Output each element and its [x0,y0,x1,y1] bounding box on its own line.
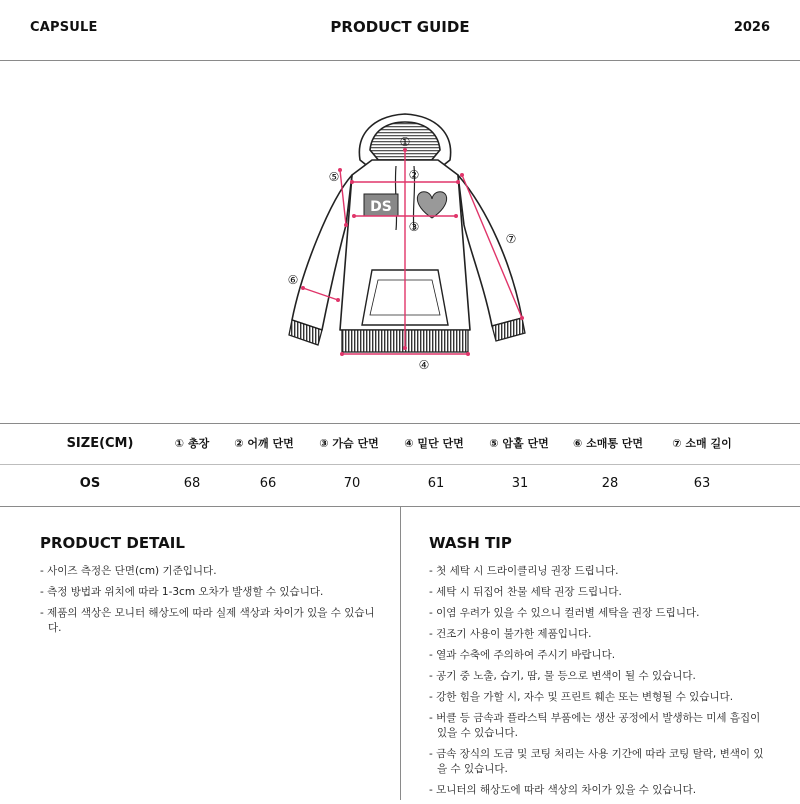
column-header-size: SIZE(CM) [66,436,134,451]
svg-text:DS: DS [370,199,392,215]
list-item: - 첫 세탁 시 드라이클리닝 권장 드립니다. [429,565,619,577]
list-item: - 강한 힘을 가할 시, 자수 및 프린트 훼손 또는 변형될 수 있습니다. [429,691,734,703]
list-item: - 버클 등 금속과 플라스틱 부품에는 생산 공정에서 발생하는 미세 흠집이 있을 수 있습니다. [429,712,761,739]
size-label: OS [79,476,101,491]
product-detail-list [40,564,380,642]
year-label: 2026 [733,20,770,35]
table-cell: 68 [183,476,201,491]
marker-5: ⑤ [328,170,340,184]
table-row [0,464,800,504]
table-cell: 70 [343,476,361,491]
table-cell: 61 [427,476,445,491]
logo-patch [364,194,398,216]
page-header [0,0,800,60]
list-item: - 금속 장식의 도금 및 코팅 처리는 사용 기간에 따라 코팅 탈락, 변색이 있을 수 있습니다. [429,748,764,775]
table-cell: 28 [601,476,619,491]
product-detail-section [0,508,400,800]
list-item: - 공기 중 노출, 습기, 땀, 물 등으로 변색이 될 수 있습니다. [429,670,696,682]
column-header: ⑤ 암홀 단면 [489,437,549,450]
product-detail-title: PRODUCT DETAIL [40,534,185,552]
column-header: ⑥ 소매통 단면 [572,437,644,450]
marker-3: ③ [408,220,420,234]
list-item: - 이염 우려가 있을 수 있으니 컬러별 세탁을 권장 드립니다. [429,607,700,619]
measurement-diagram [0,61,800,421]
brand-name: CAPSULE [30,20,98,35]
list-item: - 사이즈 측정은 단면(cm) 기준입니다. [40,565,217,577]
wash-tip-list [429,564,769,804]
list-item: - 측정 방법과 위치에 따라 1-3cm 오차가 발생할 수 있습니다. [40,586,324,598]
column-header: ② 어깨 단면 [234,437,294,450]
size-table-header [0,424,800,464]
table-cell: 31 [511,476,529,491]
hoodie-illustration [0,61,800,421]
wash-tip-title: WASH TIP [429,534,512,552]
list-item: - 모니터의 해상도에 따라 색상의 차이가 있을 수 있습니다. [429,784,697,796]
marker-4: ④ [418,358,430,372]
column-header: ⑦ 소매 길이 [672,437,732,450]
column-header: ③ 가슴 단면 [319,437,379,450]
marker-2: ② [408,168,420,182]
size-table [0,424,800,506]
marker-7: ⑦ [505,232,517,246]
table-row-divider [0,464,800,465]
page-title: PRODUCT GUIDE [330,18,470,36]
list-item: - 열과 수축에 주의하여 주시기 바랍니다. [429,649,616,661]
marker-6: ⑥ [287,273,299,287]
column-header: ④ 밑단 단면 [404,437,464,450]
column-header: ① 총장 [174,437,210,450]
table-cell: 66 [259,476,277,491]
list-item: - 건조기 사용이 불가한 제품입니다. [429,628,592,640]
wash-tip-section [401,508,800,800]
list-item: - 세탁 시 뒤집어 찬물 세탁 권장 드립니다. [429,586,622,598]
marker-1: ① [399,135,411,149]
list-item: - 제품의 색상은 모니터 해상도에 따라 실제 색상과 차이가 있을 수 있습니다. [40,607,375,634]
table-cell: 63 [693,476,711,491]
